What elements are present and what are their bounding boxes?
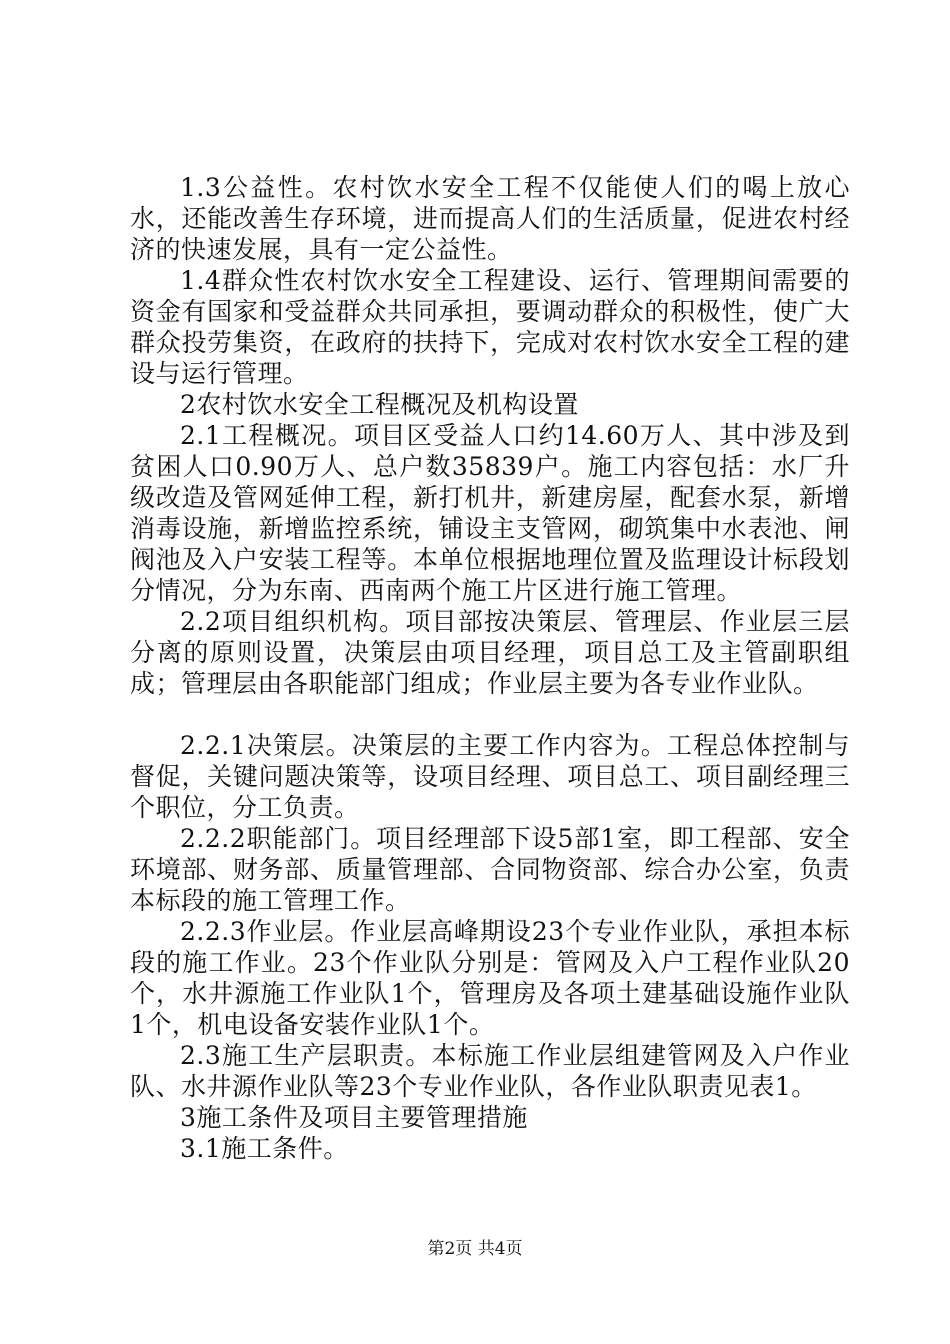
- paragraph-2-2-1-decision-layer: 2.2.1决策层。决策层的主要工作内容为。工程总体控制与督促，关键问题决策等，设项目经理、项目总工、项目副经理三个职位，分工负责。: [130, 731, 850, 822]
- paragraph-3-1-construction-conditions: 3.1施工条件。: [180, 1134, 349, 1163]
- paragraph-2-2-organization: 2.2项目组织机构。项目部按决策层、管理层、作业层三层分离的原则设置，决策层由项目经理，项目总工及主管副职组成；管理层由各职能部门组成；作业层主要为各专业作业队。: [130, 607, 850, 698]
- paragraph-2-2-3-operation-layer: 2.2.3作业层。作业层高峰期设23个专业作业队，承担本标段的施工作业。23个作业队分别是：管网及入户工程作业队20个，水井源施工作业队1个，管理房及各项土建基础设施作业队1个，机电设备安装作业队1个。: [130, 917, 850, 1039]
- paragraph-2-3-responsibilities: 2.3施工生产层职责。本标施工作业层组建管网及入户作业队、水井源作业队等23个专业作业队，各作业队职责见表1。: [130, 1041, 850, 1101]
- paragraph-1-3-public-welfare: 1.3公益性。农村饮水安全工程不仅能使人们的喝上放心水，还能改善生存环境，进而提高人们的生活质量，促进农村经济的快速发展，具有一定公益性。: [130, 173, 850, 264]
- paragraph-2-2-2-functional-departments: 2.2.2职能部门。项目经理部下设5部1室，即工程部、安全环境部、财务部、质量管理部、合同物资部、综合办公室，负责本标段的施工管理工作。: [130, 824, 850, 915]
- section-heading-3: 3施工条件及项目主要管理措施: [180, 1103, 528, 1132]
- paragraph-2-1-project-overview: 2.1工程概况。项目区受益人口约14.60万人、其中涉及到贫困人口0.90万人、总户数35839户。施工内容包括：水厂升级改造及管网延伸工程，新打机井，新建房屋，配套水泵，新增消毒设施，新增监控系统，铺设主支管网，砌筑集中水表池、闸阀池及入户安装工程等。本单位根据地理位置及监理设计标段划分情况，分为东南、西南两个施工片区进行施工管理。: [130, 421, 850, 605]
- paragraph-1-4-mass-participation: 1.4群众性农村饮水安全工程建设、运行、管理期间需要的资金有国家和受益群众共同承担，要调动群众的积极性，使广大群众投劳集资，在政府的扶持下，完成对农村饮水安全工程的建设与运行管理。: [130, 266, 850, 388]
- page-footer: 第2页 共4页: [427, 1239, 523, 1259]
- document-body: [130, 172, 850, 1164]
- section-heading-2: 2农村饮水安全工程概况及机构设置: [180, 390, 579, 419]
